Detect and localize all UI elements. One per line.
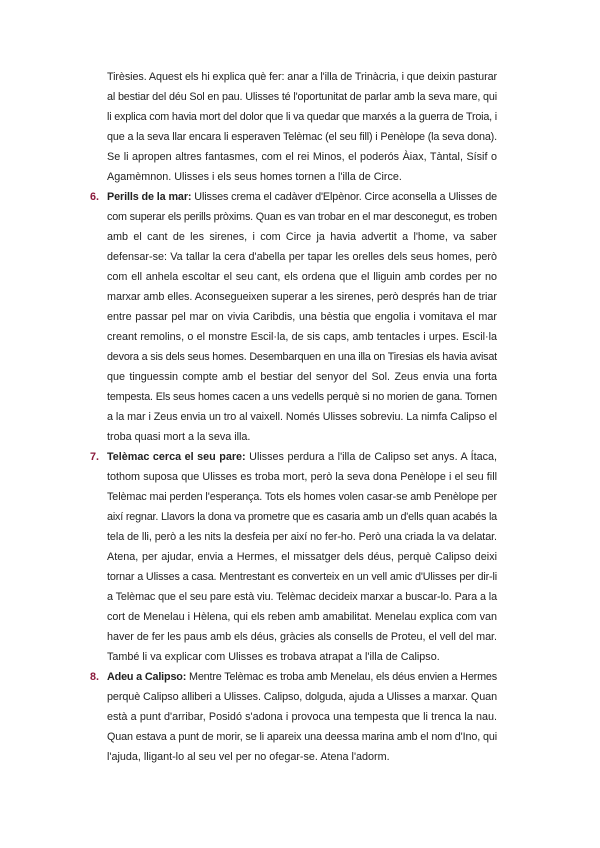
section-line: marxar amb elles. Aconsegueixen superar a les sirenes, però després han de triar (107, 291, 497, 303)
section-line: defensar-se: Va tallar la cera d'abella per tapar les orelles dels seus homes, però (107, 251, 497, 263)
section-line: També li va explicar com Ulisses es trobava atrapat a l'illa de Calipso. (107, 651, 440, 663)
section-first-text: Ulisses crema el cadàver d'Elpènor. Circe aconsella a Ulisses de (191, 191, 497, 203)
section-title: Perills de la mar: (107, 191, 192, 203)
section-line: està a punt d'arribar, Posidó s'adona i provoca una tempesta que li trenca la nau. (107, 711, 497, 723)
section-first-line (107, 191, 497, 204)
intro-line: al bestiar del déu Sol en pau. Ulisses té l'oportunitat de parlar amb la seva mare, qui (107, 91, 497, 103)
section-line: Quan estava a punt de morir, se li apareix una deessa marina amb el nom d'Ino, qui (107, 731, 497, 743)
section-line: a Telèmac que el seu pare està viu. Telèmac decideix marxar a buscar-lo. Para a la (107, 591, 497, 603)
section-first-text: Mentre Telèmac es troba amb Menelau, els déus envien a Hermes (186, 671, 498, 683)
section-line: a la mar i Zeus envia un tro al vaixell. Només Ulisses sobreviu. La nimfa Calipso el (107, 411, 497, 423)
section-line: entre passar pel mar on vivia Caribdis, una bèstia que engolia i vomitava el mar (107, 311, 497, 323)
section-line: així regnar. Llavors la dona va prometre que es casaria amb un d'ells quan acabés la (107, 511, 497, 523)
section-line: tempesta. Els seus homes cacen a uns vedells perquè si no morien de gana. Tornen (107, 391, 497, 403)
intro-line: Se li apropen altres fantasmes, com el rei Minos, el poderós Àiax, Tàntal, Sísif o (107, 151, 497, 163)
section-line: com superar els perills pròxims. Quan es van trobar en el mar desconegut, es troben (107, 211, 497, 223)
section-line: devora a sis dels seus homes. Desembarquen en una illa on Tiresias els havia avisat (107, 351, 497, 363)
section-line: Atena, per ajudar, envia a Hermes, el missatger dels déus, perquè Calipso deixi (107, 551, 497, 563)
section-line: Telèmac mai perden l'esperança. Tots els homes volen casar-se amb Penèlope per (107, 491, 497, 503)
section-first-line (107, 451, 497, 464)
intro-line: que a la seva llar encara li esperaven Telèmac (el seu fill) i Penèlope (la seva dona). (107, 131, 497, 143)
section-line: tornar a Ulisses a casa. Mentrestant es converteix en un vell amic d'Ulisses per dir-li (107, 571, 497, 583)
section-number: 8. (90, 671, 100, 683)
section-line: l'ajuda, lligant-lo al seu vel per no ofegar-se. Atena l'adorm. (107, 751, 390, 763)
section-line: troba quasi mort a la seva illa. (107, 431, 251, 443)
intro-line: li explica com havia mort del dolor que li va quedar que marxés a la guerra de Troia, i (107, 111, 497, 123)
section-first-line (107, 671, 497, 684)
section-first-text: Ulisses perdura a l'illa de Calipso set anys. A Ítaca, (245, 451, 497, 463)
section-title: Adeu a Calipso: (107, 671, 187, 683)
section-line: creant remolins, o el monstre Escil·la, de sis caps, amb tentacles i urpes. Escil·la (107, 331, 497, 343)
section-line: cort de Menelau i Hèlena, qui els reben amb amabilitat. Menelau explica com van (107, 611, 497, 623)
intro-line: Tirèsies. Aquest els hi explica què fer: anar a l'illa de Trinàcria, i que deixin pasturar (107, 71, 498, 83)
section-line: que tinguessin compte amb el bestiar del senyor del Sol. Zeus envia una forta (107, 371, 497, 383)
section-title: Telèmac cerca el seu pare: (107, 451, 246, 463)
section-line: tela de lli, però a les nits la desfeia per així no fer-ho. Però una criada la va delatar. (107, 531, 497, 543)
section-number: 7. (90, 451, 100, 463)
section-number: 6. (90, 191, 100, 203)
section-line: tothom suposa que Ulisses es troba mort, però la seva dona Penèlope i el seu fill (107, 471, 497, 483)
section-line: com ell anhela escoltar el seu cant, els ordena que el lliguin amb cordes per no (107, 271, 497, 283)
section-line: haver de fer les paus amb els déus, gràcies als consells de Proteu, el vell del mar. (107, 631, 497, 643)
section-line: perquè Calipso alliberi a Ulisses. Calipso, dolguda, ajuda a Ulisses a marxar. Quan (107, 691, 497, 703)
section-line: amb el cant de les sirenes, i com Circe ja havia advertit a l'home, va saber (107, 231, 497, 243)
intro-line: Agamèmnon. Ulisses i els seus homes tornen a l'illa de Circe. (107, 171, 402, 183)
